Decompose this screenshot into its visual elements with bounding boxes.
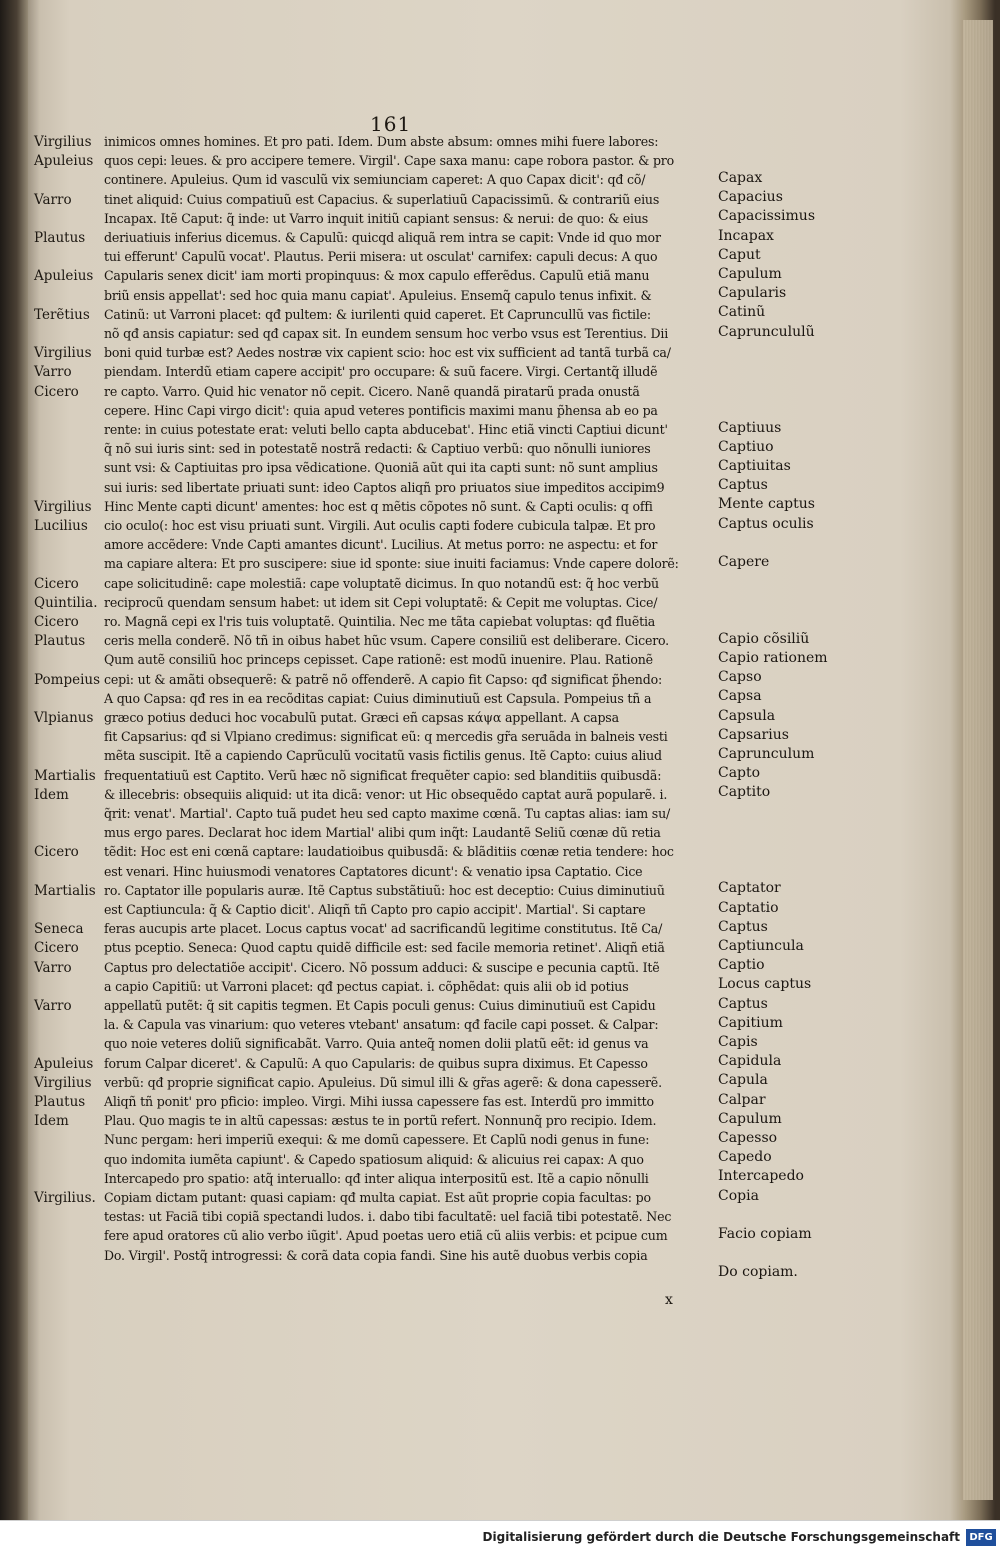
margin-headword: Capere <box>718 554 770 570</box>
text-line: ro. Captator ille popularis auræ. Itẽ Captus substãtiuũ: hoc est deceptio: Cuius diminutiuũ <box>104 882 665 898</box>
text-line: q̃ nõ sui iuris sint: sed in potestatẽ nostrã redacti: & Captiuo verbũ: quo nõnulli iuniores <box>104 441 651 457</box>
margin-headword: Catinũ <box>718 304 766 321</box>
margin-headword: Capulum <box>718 266 782 282</box>
text-line: est venari. Hinc huiusmodi venatores Captatores dicunt': & venatio ipsa Captatio. Cice <box>104 863 643 879</box>
text-line: la. & Capula vas vinarium: quo veteres vtebant' ansatum: qđ facile capi posset. & Calpar: <box>104 1017 659 1033</box>
margin-headword: Capidula <box>718 1053 782 1070</box>
margin-author-name: Plautus <box>34 1094 86 1110</box>
dfg-logo: DFG <box>966 1529 996 1546</box>
margin-author-name: Varro <box>34 191 72 208</box>
margin-headword: Mente captus <box>718 496 815 513</box>
footer-credit: Digitalisierung gefördert durch die Deutsche Forschungsgemeinschaft <box>482 1530 960 1544</box>
margin-headword: Incapax <box>718 227 774 244</box>
margin-author-name: Plautus <box>34 633 86 650</box>
margin-headword: Capsa <box>718 688 762 705</box>
text-line: tui efferunt' Capulũ vocat'. Plautus. Perii misera: ut osculat' carnifex: capuli decus: A quo <box>104 249 658 265</box>
text-line: est Captiuncula: q̃ & Captio dicit'. Aliqñ tñ Capto pro capio accipit'. Martial'. Si captare <box>104 902 646 917</box>
text-line: briũ ensis appellat': sed hoc quia manu capiat'. Apuleius. Ensemq̃ capulo tenus infixit. & <box>104 287 652 303</box>
text-line: Qum autẽ consiliũ hoc princeps cepisset. Cape rationẽ: est modũ inuenire. Plau. Rationẽ <box>104 652 653 668</box>
margin-author-name: Terẽtius <box>34 306 90 323</box>
margin-author-name: Virgilius <box>34 134 92 150</box>
margin-headword: Captus oculis <box>718 515 814 532</box>
text-line: cepi: ut & amãti obsequerẽ: & patrẽ nõ offenderẽ. A capio fit Capso: qđ significat p̃hendo: <box>104 671 663 687</box>
margin-headword: Captiuitas <box>718 458 791 474</box>
margin-headword: Capesso <box>718 1130 778 1146</box>
margin-headword: Captiuo <box>718 438 774 455</box>
footer-bar <box>0 1520 1000 1558</box>
text-line: sui iuris: sed libertate priuati sunt: ideo Captos aliqñ pro priuatos siue impeditos accipim9 <box>104 479 665 495</box>
text-line: ro. Magnã cepi ex l'ris tuis voluptatẽ. Quintilia. Nec me tãta capiebat voluptas: qđ fluẽtia <box>104 614 656 629</box>
margin-author-name: Varro <box>34 959 72 976</box>
margin-author-name: Virgilius. <box>34 1190 96 1206</box>
facing-page-edge <box>0 0 28 1520</box>
margin-headword: Captus <box>718 918 768 935</box>
text-line: ptus pceptio. Seneca: Quod captu quidẽ difficile est: sed facile memoria retinet'. Aliqñ etiã <box>104 940 665 956</box>
margin-author-name: Cicero <box>34 940 79 957</box>
margin-author-name: Martialis <box>34 767 96 784</box>
text-line: cepere. Hinc Capi virgo dicit': quia apud veteres pontificis maximi manu p̃hensa ab eo pa <box>104 402 658 418</box>
text-line: Incapax. Itẽ Caput: q̃ inde: ut Varro inquit initiũ capiant sensus: & nerui: de quo: & eius <box>104 210 649 226</box>
text-line: Capularis senex dicit' iam morti propinquus: & mox capulo efferẽdus. Capulũ etiã manu <box>104 268 650 284</box>
margin-headword: Capto <box>718 765 761 782</box>
text-line: frequentatiuũ est Captito. Verũ hæc nõ significat frequẽter capio: sed blanditiis quibusdã: <box>104 767 662 783</box>
text-line: Do. Virgil'. Postq̃ introgressi: & corã data copia fandi. Sine his autẽ duobus verbis copia <box>104 1247 648 1263</box>
text-line: Aliqñ tñ ponit' pro pficio: impleo. Virgi. Mihi iussa capessere fas est. Interdũ pro immitto <box>104 1094 654 1109</box>
text-line: ma capiare altera: Et pro suscipere: siue id sponte: siue inuiti faciamus: Vnde capere dolorẽ: <box>104 556 679 572</box>
text-line: verbũ: qđ proprie significat capio. Apuleius. Dũ simul illi & gr̃as agerẽ: & dona capesserẽ. <box>104 1074 662 1090</box>
margin-author-name: Cicero <box>34 383 79 400</box>
text-line: piendam. Interdũ etiam capere accipit' pro occupare: & suũ facere. Virgi. Certantq̃ illudẽ <box>104 364 658 380</box>
margin-headword: Captiuncula <box>718 938 804 954</box>
text-line: inimicos omnes homines. Et pro pati. Idem. Dum abste absum: omnes mihi fuere labores: <box>104 134 659 149</box>
text-line: feras aucupis arte placet. Locus captus vocat' ad sacrificandũ legitime constitutus. Itẽ Ca/ <box>104 921 663 937</box>
text-line: Copiam dictam putant: quasi capiam: qđ multa capiat. Est aũt proprie copia facultas: po <box>104 1190 651 1205</box>
margin-author-name: Varro <box>34 998 72 1014</box>
text-line: fit Capsarius: qđ si Vlpiano credimus: significat eũ: q mercedis gr̃a seruãda in balneis vesti <box>104 729 668 745</box>
margin-headword: Capacius <box>718 189 783 206</box>
margin-headword: Capax <box>718 170 763 186</box>
margin-author-name: Plautus <box>34 230 86 246</box>
margin-headword: Locus captus <box>718 976 812 993</box>
text-line: continere. Apuleius. Qum id vasculũ vix semiunciam caperet: A quo Capax dicit': qđ cõ/ <box>104 172 646 188</box>
margin-headword: Captus <box>718 477 768 494</box>
margin-headword: Intercapedo <box>718 1168 804 1185</box>
margin-headword: Do copiam. <box>718 1264 798 1281</box>
margin-author-name: Idem <box>34 786 69 803</box>
margin-headword: Capsula <box>718 707 776 724</box>
text-line: mus ergo pares. Declarat hoc idem Martial' alibi qum inq̃t: Laudantẽ Seliũ cœnæ dũ retia <box>104 825 661 841</box>
margin-headword: Calpar <box>718 1091 766 1108</box>
text-line: cape solicitudinẽ: cape molestiã: cape voluptatẽ dicimus. In quo notandũ est: q̃ hoc verbũ <box>104 575 659 591</box>
text-line: appellatũ putẽt: q̃ sit capitis tegmen. Et Capis poculi genus: Cuius diminutiuũ est Capidu <box>104 998 656 1013</box>
margin-author-name: Pompeius <box>34 671 101 688</box>
text-line: tinet aliquid: Cuius compatiuũ est Capacius. & superlatiuũ Capacissimũ. & contrariũ eius <box>104 191 660 207</box>
margin-headword: Capacissimus <box>718 208 816 225</box>
margin-headword: Copia <box>718 1187 759 1204</box>
text-line: quo noie veteres doliũ significabãt. Varro. Quia anteq̃ nomen dolii platũ eẽt: id genus va <box>104 1036 649 1052</box>
margin-headword: Capruncululũ <box>718 323 815 340</box>
margin-author-name: Cicero <box>34 614 79 630</box>
margin-headword: Caput <box>718 246 761 263</box>
margin-author-name: Apuleius <box>34 1055 94 1072</box>
text-line: tẽdit: Hoc est eni cœnã captare: laudatioibus quibusdã: & blãditiis cœnæ retia tendere: hoc <box>104 844 674 860</box>
margin-headword: Capio rationem <box>718 650 828 666</box>
text-line: re capto. Varro. Quid hic venator nõ cepit. Cicero. Nanẽ quandã piratarũ prada onustã <box>104 383 640 399</box>
text-line: Intercapedo pro spatio: atq̃ interuallo: qđ inter aliqua interpositũ est. Itẽ a capio nõnulli <box>104 1170 649 1186</box>
margin-headword: Capulum <box>718 1110 782 1127</box>
text-line: Catinũ: ut Varroni placet: qđ pultem: & iurilenti quid caperet. Et Capruncullũ vas fictile: <box>104 306 651 322</box>
text-line: a capio Capitiũ: ut Varroni placet: qđ pectus capiat. i. cõphẽdat: quis alii ob id potius <box>104 978 629 994</box>
margin-author-name: Cicero <box>34 575 79 592</box>
margin-headword: Captus <box>718 995 768 1012</box>
margin-author-name: Vlpianus <box>34 710 94 726</box>
margin-author-name: Virgilius <box>34 345 92 362</box>
text-line: rente: in cuius potestate erat: veluti bello capta abducebat'. Hinc etiã vincti Captiui dicunt' <box>104 422 668 437</box>
text-line: Captus pro delectatiõe accipit'. Cicero. Nõ possum adduci: & suscipe e pecunia captũ. Itẽ <box>104 959 660 975</box>
text-line: cio oculo(: hoc est visu priuati sunt. Virgili. Aut oculis capti fodere cubicula talpæ. Et pro <box>104 518 656 533</box>
text-line: græco potius deduci hoc vocabulũ putat. Græci eñ capsas κάψα appellant. A capsa <box>104 710 619 725</box>
margin-headword: Capsarius <box>718 726 789 743</box>
margin-author-name: Lucilius <box>34 518 88 534</box>
margin-headword: Capula <box>718 1072 768 1089</box>
text-line: forum Calpar diceret'. & Capulũ: A quo Capularis: de quibus supra diximus. Et Capesso <box>104 1055 648 1071</box>
margin-headword: Capitium <box>718 1014 783 1031</box>
text-line: Hinc Mente capti dicunt' amentes: hoc est q mẽtis cõpotes nõ sunt. & Capti oculis: q offi <box>104 498 653 514</box>
margin-author-name: Virgilius <box>34 498 92 515</box>
text-line: & illecebris: obsequiis aliquid: ut ita dicã: venor: ut Hic obsequẽdo captat aurã popularẽ. i. <box>104 786 668 802</box>
margin-author-name: Idem <box>34 1113 69 1130</box>
text-line: boni quid turbæ est? Aedes nostræ vix capient scio: hoc est vix sufficient ad tantã turbã ca/ <box>104 345 671 361</box>
text-line: ceris mella conderẽ. Nõ tñ in oibus habet hũc vsum. Capere consiliũ est deliberare. Cicero. <box>104 633 669 649</box>
margin-headword: Captito <box>718 784 771 801</box>
margin-author-name: Varro <box>34 364 72 381</box>
text-line: Nunc pergam: heri imperiũ exequi: & me domũ capessere. Et Caplũ nodi genus in fune: <box>104 1132 650 1148</box>
text-line: testas: ut Faciã tibi copiã spectandi ludos. i. dabo tibi facultatẽ: uel faciã tibi potestatẽ. Nec <box>104 1209 672 1225</box>
margin-headword: Capularis <box>718 285 787 302</box>
signature-mark: x <box>665 1292 673 1308</box>
margin-headword: Capis <box>718 1034 758 1050</box>
text-line: q̃rit: venat'. Martial'. Capto tuã pudet heu sed capto maxime cœnã. Tu captas alias: iam su/ <box>104 806 671 821</box>
margin-author-name: Cicero <box>34 844 79 861</box>
book-fore-edge <box>963 20 993 1500</box>
margin-author-name: Martialis <box>34 882 96 899</box>
page-number: 161 <box>370 112 412 136</box>
margin-author-name: Apuleius <box>34 268 94 285</box>
text-line: mẽta suscipit. Itẽ a capiendo Caprũculũ vocitatũ vasis fictilis genus. Itẽ Capto: cuius aliud <box>104 748 662 764</box>
margin-headword: Captator <box>718 880 781 897</box>
margin-author-name: Quintilia. <box>34 594 98 611</box>
text-line: sunt vsi: & Captiuitas pro ipsa vẽdicatione. Quoniã aũt qui ita capti sunt: nõ sunt amplius <box>104 460 658 476</box>
margin-author-name: Apuleius <box>34 153 94 170</box>
margin-headword: Caprunculum <box>718 746 815 762</box>
margin-headword: Captiuus <box>718 419 782 436</box>
margin-author-name: Virgilius <box>34 1074 92 1091</box>
text-line: quo indomita iumẽta capiunt'. & Capedo spatiosum aliquid: & alicuius rei capax: A quo <box>104 1151 644 1167</box>
text-line: A quo Capsa: qđ res in ea recõditas capiat: Cuius diminutiuũ est Capsula. Pompeius tñ a <box>104 690 652 706</box>
margin-headword: Capio cõsiliũ <box>718 630 810 647</box>
text-line: Plau. Quo magis te in altũ capessas: æstus te in portũ refert. Nonnunq̃ pro recipio. Idem. <box>104 1113 657 1129</box>
margin-headword: Capso <box>718 669 762 686</box>
text-line: amore accẽdere: Vnde Capti amantes dicunt'. Lucilius. At metus porro: ne aspectu: et for <box>104 537 658 553</box>
text-line: reciprocũ quendam sensum habet: ut idem sit Cepi voluptatẽ: & Cepit me voluptas. Cice/ <box>104 594 658 610</box>
text-line: quos cepi: leues. & pro accipere temere. Virgil'. Cape saxa manu: cape robora pastor. & pro <box>104 153 675 169</box>
margin-headword: Captio <box>718 957 765 974</box>
margin-headword: Captatio <box>718 899 779 916</box>
text-line: fere apud oratores cũ alio verbo iũgit'. Apud poetas uero etiã cũ aliis verbis: et pcipue cum <box>104 1228 668 1244</box>
margin-author-name: Seneca <box>34 921 84 938</box>
text-line: deriuatiuis inferius dicemus. & Capulũ: quicqd aliquã rem intra se capit: Vnde id quo mor <box>104 230 661 245</box>
margin-headword: Capedo <box>718 1149 772 1166</box>
text-line: nõ qđ ansis capiatur: sed qđ capax sit. In eundem sensum hoc verbo vsus est Terentius. Dii <box>104 326 669 341</box>
margin-headword: Facio copiam <box>718 1226 812 1242</box>
